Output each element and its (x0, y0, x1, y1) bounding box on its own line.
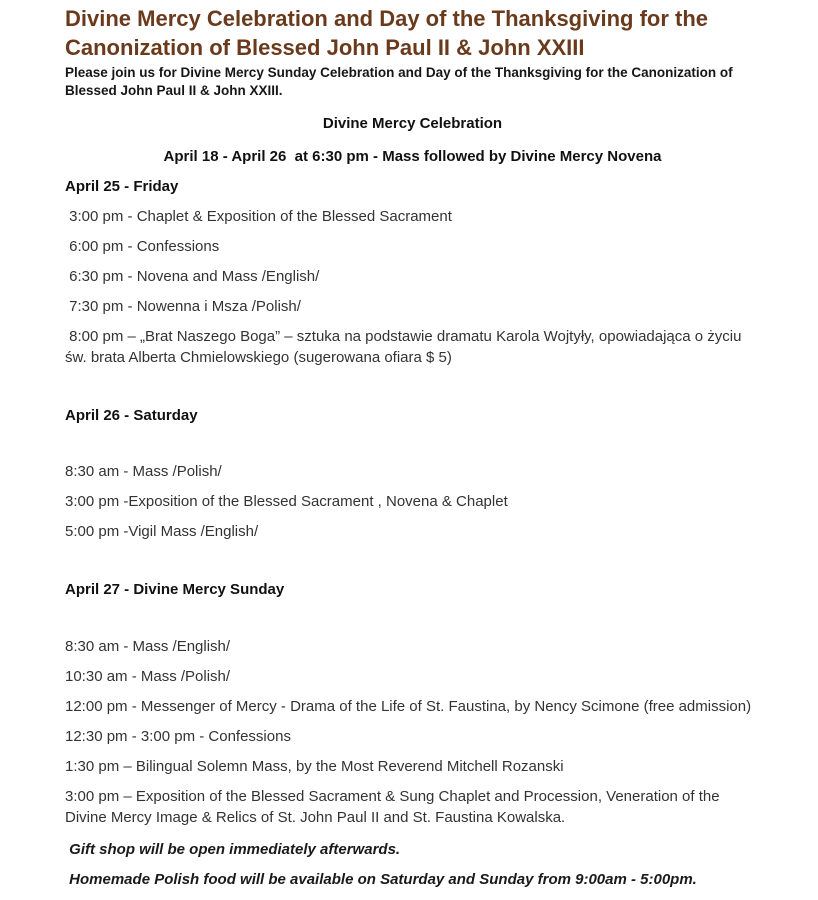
novena-schedule-line: April 18 - April 26 at 6:30 pm - Mass followed by Divine Mercy Novena (163, 148, 662, 165)
schedule-item: 10:30 am - Mass /Polish/ (65, 668, 231, 685)
schedule-item: 12:30 pm - 3:00 pm - Confessions (65, 728, 291, 745)
section-heading-april-25: April 25 - Friday (65, 178, 179, 195)
schedule-item: 7:30 pm - Nowenna i Msza /Polish/ (65, 298, 301, 315)
celebration-heading: Divine Mercy Celebration (322, 115, 503, 132)
schedule-item: 8:30 am - Mass /English/ (65, 638, 231, 655)
schedule-item: 6:00 pm - Confessions (65, 238, 220, 255)
schedule-item: 12:00 pm - Messenger of Mercy - Drama of the Life of St. Faustina, by Nency Scimone (free admission) (65, 698, 752, 715)
polish-food-note: Homemade Polish food will be available on Saturday and Sunday from 9:00am - 5:00pm. (65, 871, 697, 888)
schedule-item: 3:00 pm - Chaplet & Exposition of the Blessed Sacrament (65, 208, 452, 225)
schedule-item: 6:30 pm - Novena and Mass /English/ (65, 268, 320, 285)
page-title: Divine Mercy Celebration and Day of the Thanksgiving for the Canonization of Blessed John Paul II & John XXIII (65, 6, 709, 60)
schedule-item: 5:00 pm -Vigil Mass /English/ (65, 523, 259, 540)
schedule-item: 8:00 pm – „Brat Naszego Boga” – sztuka na podstawie dramatu Karola Wojtyły, opowiadająca o życiu św. brata Alberta Chmielowskiego (sugerowana ofiara $ 5) (65, 328, 746, 366)
section-heading-april-26: April 26 - Saturday (65, 407, 198, 424)
section-heading-april-27: April 27 - Divine Mercy Sunday (65, 581, 285, 598)
schedule-item: 8:30 am - Mass /Polish/ (65, 463, 222, 480)
schedule-item: 3:00 pm – Exposition of the Blessed Sacrament & Sung Chaplet and Procession, Veneration of the Divine Mercy Image & Relics of St. John Paul II and St. Faustina Kowalska. (65, 788, 724, 826)
schedule-item: 1:30 pm – Bilingual Solemn Mass, by the Most Reverend Mitchell Rozanski (65, 758, 564, 775)
gift-shop-note: Gift shop will be open immediately afterwards. (65, 841, 401, 858)
intro-text: Please join us for Divine Mercy Sunday Celebration and Day of the Thanksgiving for the Canonization of Blessed John Paul II & John XXIII. (65, 65, 733, 98)
schedule-item: 3:00 pm -Exposition of the Blessed Sacrament , Novena & Chaplet (65, 493, 508, 510)
